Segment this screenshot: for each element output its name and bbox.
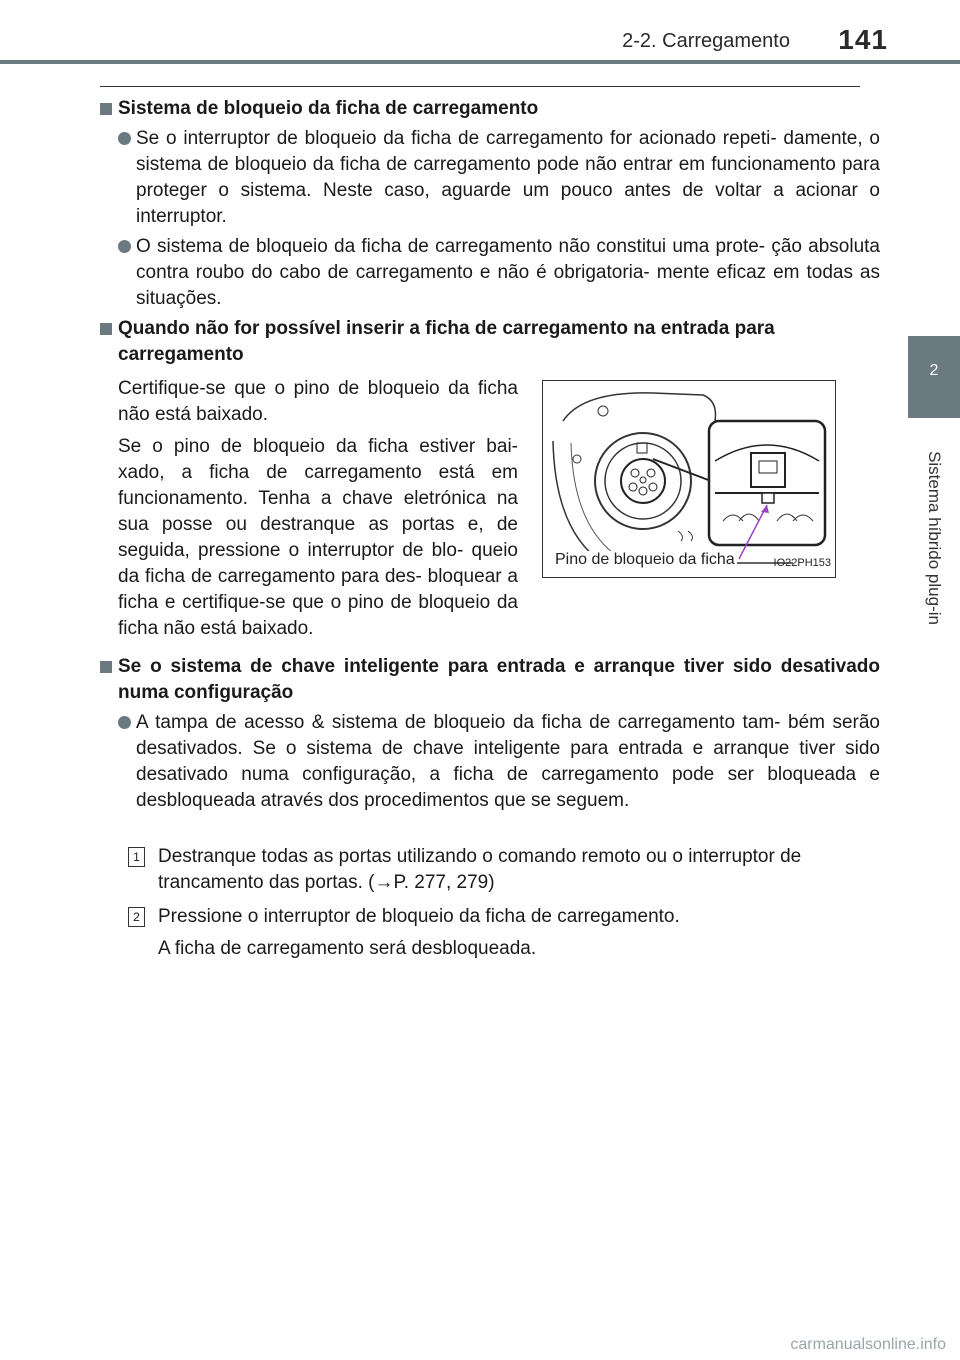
side-tab-number: 2 [908,336,960,418]
heading-text: Se o sistema de chave inteligente para entrada e arranque tiver sido desativado numa configuração [118,656,880,703]
side-tab-label [908,420,960,656]
heading-text: Quando não for possível inserir a ficha de carregamento na entrada para carregamento [118,318,775,365]
side-tab-label-text: Sistema híbrido plug-in [925,451,944,625]
bullet-item [118,126,880,230]
round-bullet-icon [118,240,131,253]
bullet-text: A tampa de acesso & sistema de bloqueio da ficha de carregamento tam- bém serão desativados. Se o sistema de chave inteligente para entrada e arranque tiver sido desativado numa configuração, a ficha de carregamento pode ser bloqueada e desbloqueada através dos procedimentos que se seguem. [136,712,880,811]
bullet-text: O sistema de bloqueio da ficha de carregamento não constitui uma prote- ção absoluta contra roubo do cabo de carregamento e não é obrigatoria- mente eficaz em todas as situações. [136,236,880,309]
bullet-item [118,710,880,814]
round-bullet-icon [118,716,131,729]
paragraph: Se o pino de bloqueio da ficha estiver bai- xado, a ficha de carregamento está em funcionamento. Tenha a chave eletrónica na sua posse ou destranque as portas e, de seguida, pressione o interruptor de blo- queio da ficha de carregamento para des- bloquear a ficha e certifique-se que o pino de bloqueio da ficha não está baixado. [118,436,518,639]
paragraph: Certifique-se que o pino de bloqueio da ficha não está baixado. [118,378,518,425]
square-bullet-icon [100,103,112,115]
bullet-text: Se o interruptor de bloqueio da ficha de carregamento for acionado repeti- damente, o sistema de bloqueio da ficha de carregamento pode não entrar em funcionamento para proteger o sistema. Neste caso, aguarde um pouco antes de voltar a acionar o interruptor. [136,128,880,227]
round-bullet-icon [118,132,131,145]
section-heading [100,96,880,122]
heading-text: Sistema de bloqueio da ficha de carregamento [118,98,539,119]
step-number: 1 [128,847,145,867]
square-bullet-icon [100,323,112,335]
step-text: Destranque todas as portas utilizando o comando remoto ou o interruptor de trancamento das portas. (→P. 277, 279) [158,846,802,893]
page-number: 141 [838,24,888,55]
charging-inlet-illustration [543,381,835,577]
bullet-item [118,234,880,312]
section-heading [100,316,880,368]
step-note: A ficha de carregamento será desbloqueada. [158,938,537,959]
square-bullet-icon [100,661,112,673]
header-section-title: 2-2. Carregamento [622,30,790,52]
section-heading [100,654,880,706]
figure-charging-inlet [542,380,836,578]
top-rule [100,86,860,87]
step-item [128,904,898,930]
figure-caption: Pino de bloqueio da ficha [555,551,735,568]
figure-code: IO22PH153 [773,557,831,569]
watermark: carmanualsonline.info [790,1336,946,1353]
step-item [128,844,898,896]
step-text: Pressione o interruptor de bloqueio da ficha de carregamento. [158,906,680,927]
header-bar [0,60,960,64]
side-strip [908,64,960,336]
step-number: 2 [128,907,145,927]
